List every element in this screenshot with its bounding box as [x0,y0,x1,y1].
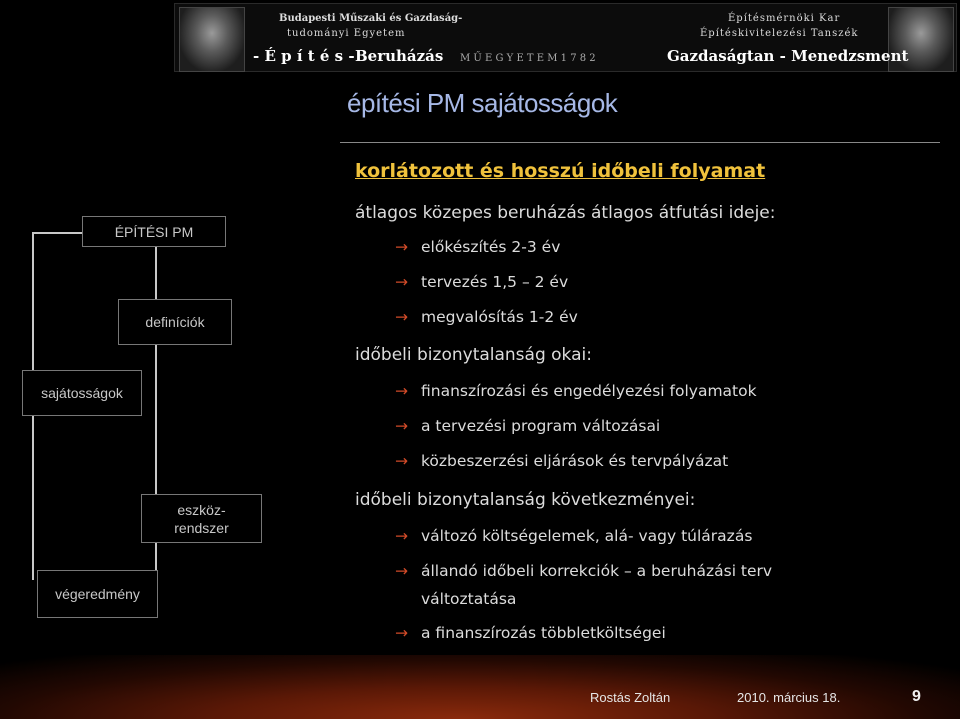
tree-connector [32,408,34,580]
page-number: 9 [912,688,921,705]
list-item: → közbeszerzési eljárások és tervpályázat [395,452,729,470]
content-heading: korlátozott és hosszú időbeli folyamat [355,160,766,182]
list-item: → előkészítés 2-3 év [395,238,561,256]
banner-gazdasagtan: Gazdaságtan - Menedzsment [667,47,909,65]
arrow-icon: → [395,273,408,291]
arrow-icon: → [395,417,408,435]
nav-vegeredmeny[interactable]: végeredmény [37,570,158,618]
tree-connector [32,232,34,382]
arrow-icon: → [395,562,408,580]
list-item: → állandó időbeli korrekciók – a beruházási terv [395,562,773,580]
nav-eszkozrendszer-line1: eszköz- [177,501,226,518]
banner-university-line1: Budapesti Műszaki és Gazdaság- [279,13,463,24]
nav-sajatossagok[interactable]: sajátosságok [22,370,142,416]
banner-muegyetem: M Ű E G Y E T E M 1 7 8 2 [460,53,596,64]
list-item-continuation: változtatása [421,590,517,608]
footer-band [0,655,960,719]
arrow-icon: → [395,238,408,256]
list-item: → finanszírozási és engedélyezési folyamatok [395,382,757,400]
banner-university-line2: tudományi Egyetem [287,28,406,39]
list-item: → változó költségelemek, alá- vagy túlárazás [395,527,753,545]
nav-epitesi-pm[interactable]: ÉPÍTÉSI PM [82,216,226,247]
banner-epites: - É p í t é s - [253,47,355,65]
arrow-icon: → [395,452,408,470]
nav-eszkozrendszer[interactable] [141,494,262,543]
list-item: → a tervezési program változásai [395,417,661,435]
arrow-icon: → [395,308,408,326]
footer-author: Rostás Zoltán [590,690,671,705]
arrow-icon: → [395,382,408,400]
header-banner [174,3,957,72]
banner-faculty-line2: Építéskivitelezési Tanszék [700,28,859,39]
section-heading-3: időbeli bizonytalanság következményei: [355,490,696,510]
banner-faculty-line1: Építésmérnöki Kar [728,13,841,24]
page-title: építési PM sajátosságok [347,88,618,118]
list-item: → megvalósítás 1-2 év [395,308,578,326]
section-heading-2: időbeli bizonytalanság okai: [355,345,592,365]
section-heading-1: átlagos közepes beruházás átlagos átfutási ideje: [355,203,776,223]
nav-definiciok[interactable]: definíciók [118,299,232,345]
arrow-icon: → [395,527,408,545]
arrow-icon: → [395,624,408,642]
list-item: → tervezés 1,5 – 2 év [395,273,569,291]
tree-connector [155,344,157,494]
portrait-left-image [179,7,245,72]
list-item: → a finanszírozás többletköltségei [395,624,666,642]
banner-beruhazas: Beruházás [355,47,444,65]
title-divider [340,142,940,143]
nav-eszkozrendszer-line2: rendszer [174,519,229,536]
tree-connector [155,245,157,300]
footer-date: 2010. március 18. [737,690,841,705]
tree-connector [32,232,82,234]
